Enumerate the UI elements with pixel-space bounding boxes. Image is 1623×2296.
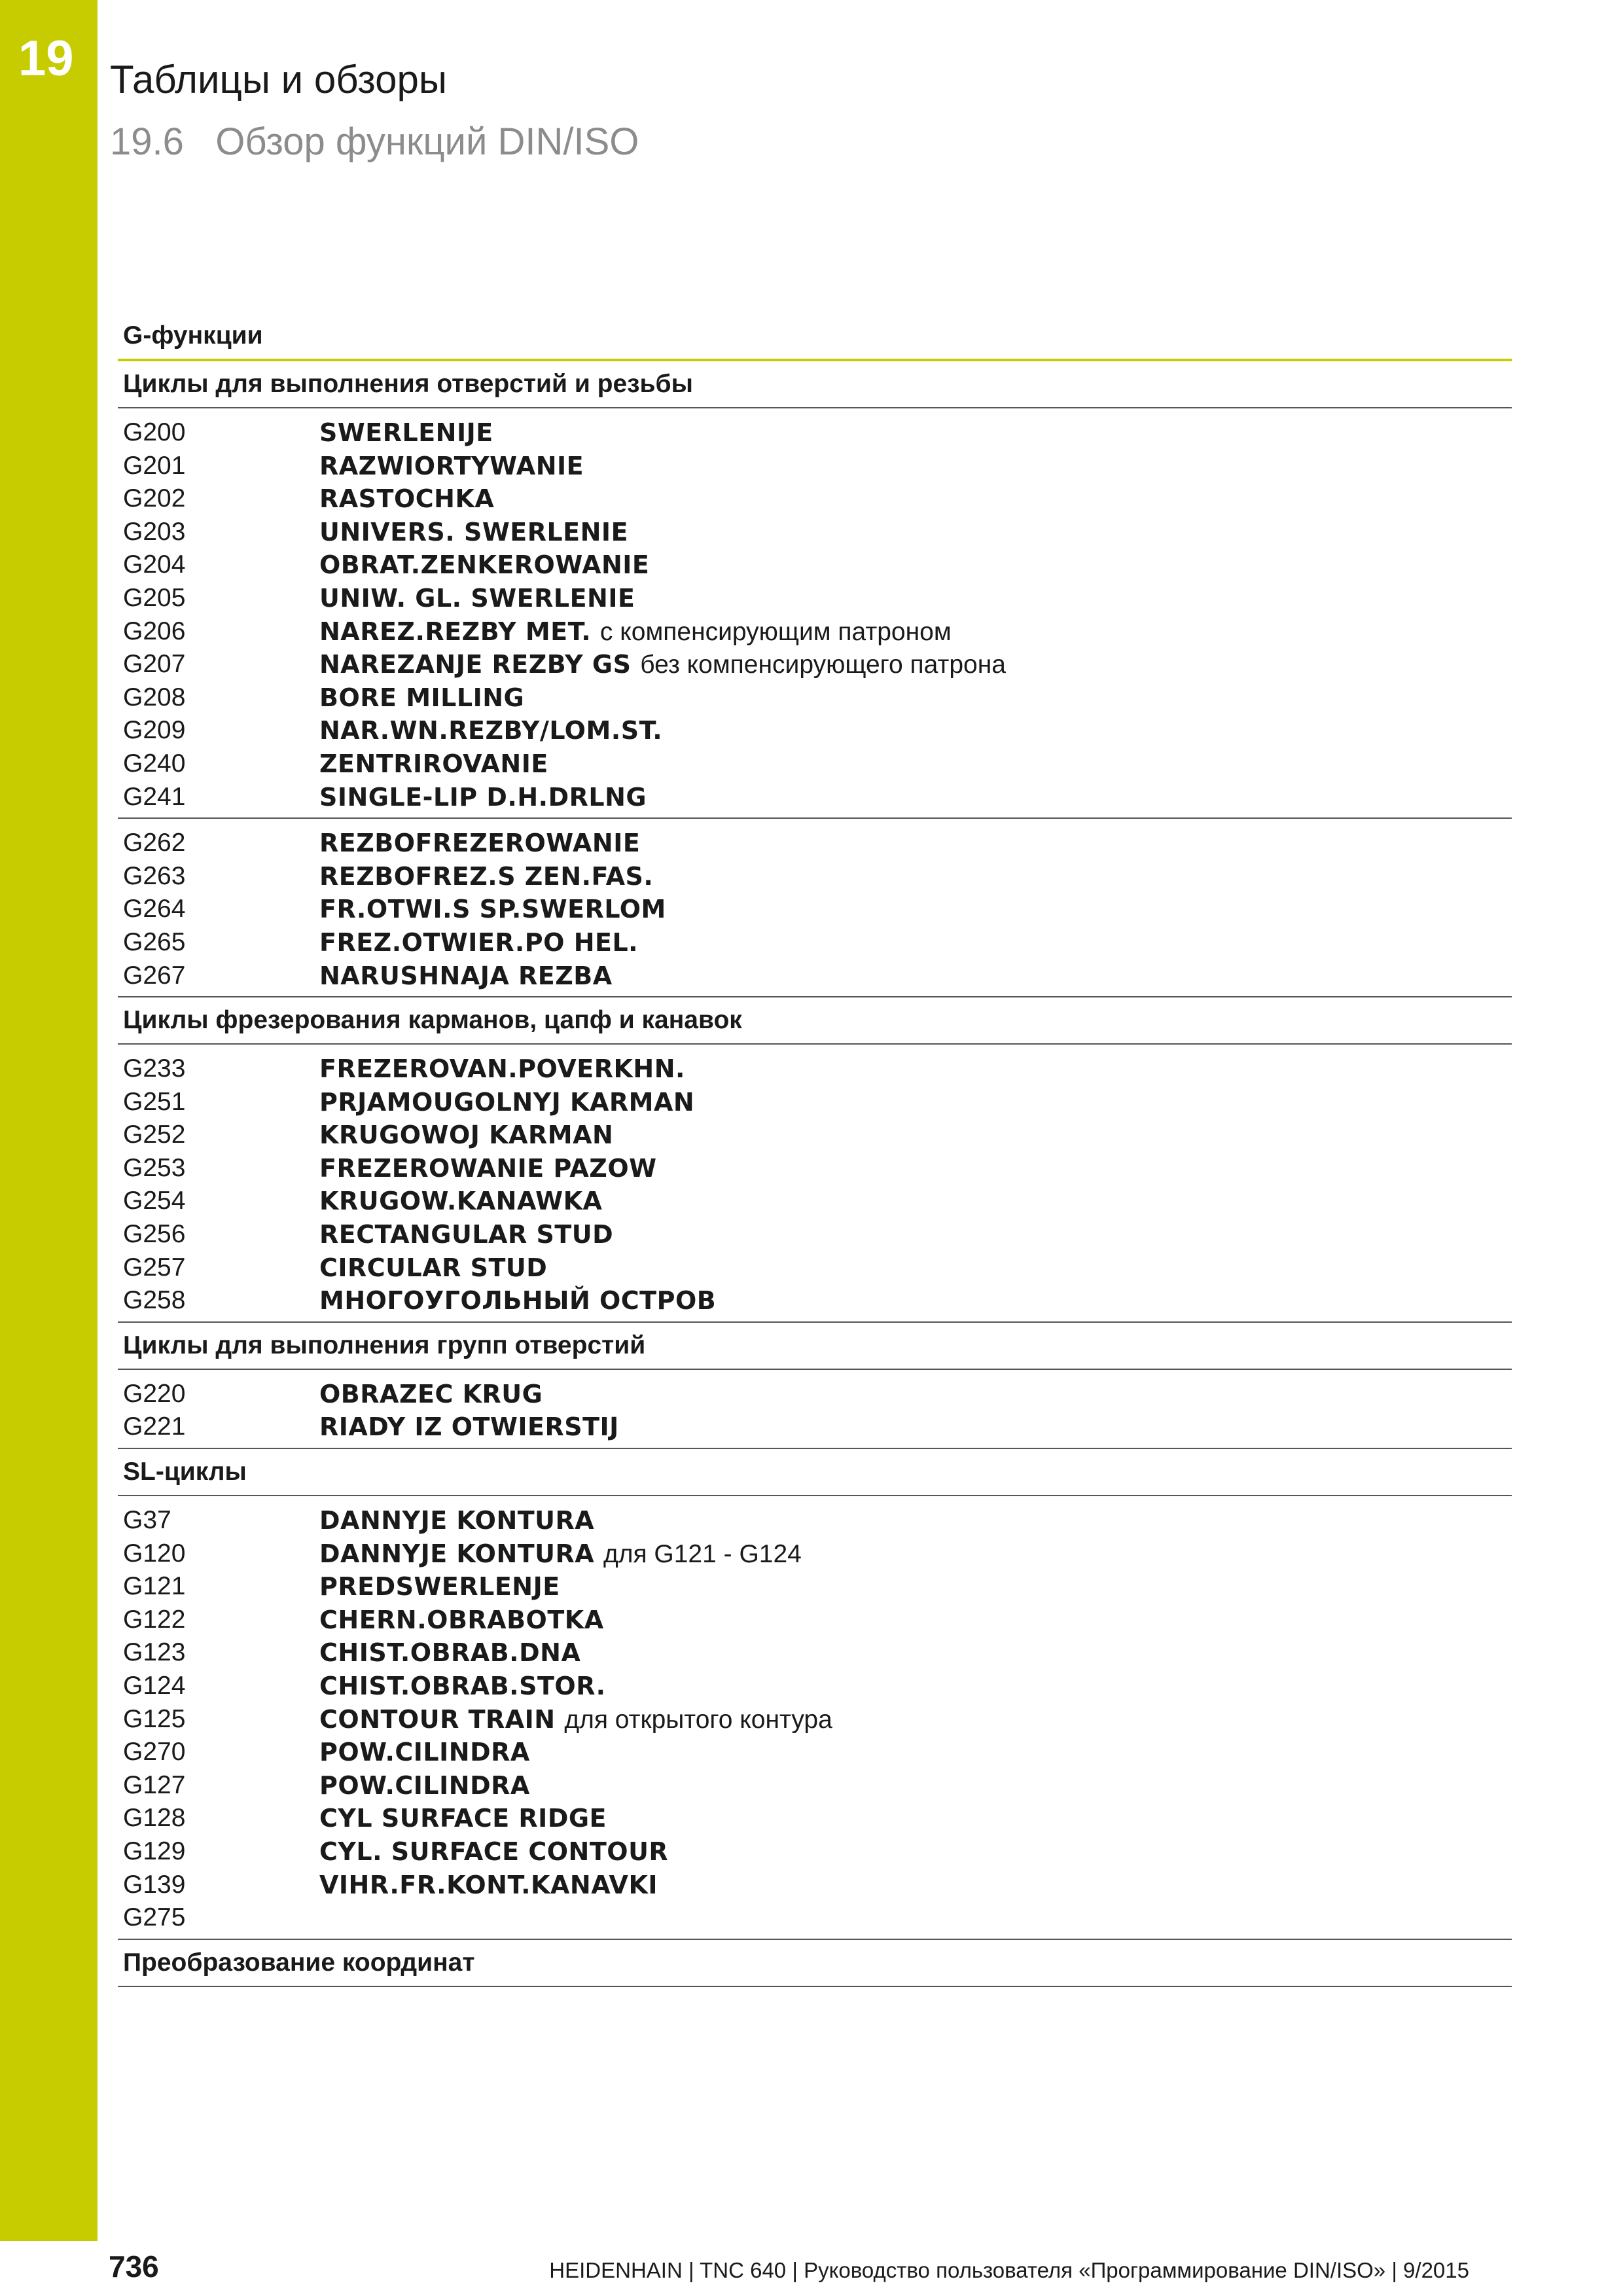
cycle-name: DANNYJE KONTURA — [319, 1539, 595, 1568]
table-row — [118, 1636, 1512, 1670]
cycle-name-cell — [319, 1570, 560, 1604]
function-code: G128 — [123, 1804, 186, 1833]
cycle-name-cell — [319, 1185, 602, 1218]
table-row — [118, 1086, 1512, 1119]
cycle-name-cell — [319, 781, 647, 814]
cycle-name-cell — [319, 747, 548, 781]
section-block — [118, 819, 1512, 997]
function-code: G204 — [123, 550, 186, 579]
table-row — [118, 781, 1512, 814]
function-code: G139 — [123, 1870, 186, 1899]
function-code: G264 — [123, 895, 186, 924]
section-block — [118, 408, 1512, 819]
table-row — [118, 926, 1512, 960]
cycle-name-cell — [319, 1670, 606, 1703]
cycle-description: для открытого контура — [564, 1705, 832, 1734]
function-code: G125 — [123, 1704, 186, 1733]
cycle-name: RECTANGULAR STUD — [319, 1220, 614, 1249]
table-row — [118, 893, 1512, 926]
function-code: G127 — [123, 1770, 186, 1799]
cycle-name: SINGLE-LIP D.H.DRLNG — [319, 782, 647, 812]
cycle-name-cell — [319, 827, 640, 860]
function-code: G200 — [123, 418, 186, 446]
cycle-name-cell — [319, 860, 653, 893]
table-row — [118, 1703, 1512, 1736]
function-code: G258 — [123, 1286, 186, 1315]
table-row — [118, 582, 1512, 615]
cycle-name: KRUGOW.KANAWKA — [319, 1187, 603, 1216]
cycle-description: с компенсирующим патроном — [599, 617, 952, 646]
cycle-name: CIRCULAR STUD — [319, 1253, 548, 1282]
function-code: G124 — [123, 1672, 186, 1700]
cycle-name-cell — [319, 1736, 530, 1769]
cycle-name: POW.CILINDRA — [319, 1738, 530, 1767]
cycle-name-cell — [319, 548, 649, 582]
table-row — [118, 960, 1512, 993]
cycle-name-cell — [319, 1835, 668, 1869]
table-row — [118, 1537, 1512, 1571]
function-code: G208 — [123, 683, 186, 711]
section-header: Циклы для выполнения отверстий и резьбы — [118, 361, 1512, 408]
footer-text: HEIDENHAIN | TNC 640 | Руководство пользователя «Программирование DIN/ISO» | 9/2015 — [549, 2258, 1469, 2282]
function-code: G37 — [123, 1506, 171, 1535]
cycle-name: PRJAMOUGOLNYJ KARMAN — [319, 1087, 695, 1117]
cycle-name: KRUGOWOJ KARMAN — [319, 1121, 614, 1150]
function-code: G267 — [123, 961, 186, 990]
function-code: G263 — [123, 861, 186, 890]
function-code: G206 — [123, 617, 186, 645]
section-header: Преобразование координат — [118, 1940, 1512, 1987]
function-code: G233 — [123, 1054, 186, 1083]
function-code: G251 — [123, 1087, 186, 1116]
cycle-name-cell — [319, 1869, 658, 1902]
cycle-name-cell — [319, 482, 494, 516]
table-sections — [118, 361, 1512, 1987]
function-code: G202 — [123, 484, 186, 513]
section-block — [118, 1496, 1512, 1940]
cycle-name-cell — [319, 681, 524, 715]
table-row — [118, 747, 1512, 781]
function-code: G240 — [123, 749, 186, 778]
cycle-name: SWERLENIJE — [319, 418, 493, 447]
chapter-number: 19 — [18, 31, 74, 86]
cycle-name: BORE MILLING — [319, 683, 525, 712]
cycle-name: NAREZANJE REZBY GS — [319, 650, 632, 679]
table-row — [118, 1504, 1512, 1537]
table-group-title: G-функции — [118, 313, 1512, 361]
cycle-name: NAR.WN.REZBY/LOM.ST. — [319, 716, 663, 745]
table-row — [118, 1736, 1512, 1769]
cycle-name: CHERN.OBRABOTKA — [319, 1605, 604, 1634]
cycle-name: CYL. SURFACE CONTOUR — [319, 1837, 669, 1866]
function-code: G275 — [123, 1903, 186, 1932]
function-code: G254 — [123, 1187, 186, 1215]
page-number: 736 — [109, 2250, 159, 2284]
table-row — [118, 1570, 1512, 1604]
cycle-name: REZBOFREZ.S ZEN.FAS. — [319, 861, 654, 891]
cycle-name: FREZEROVAN.POVERKHN. — [319, 1054, 685, 1084]
cycle-name-cell — [319, 1119, 613, 1152]
function-code: G201 — [123, 451, 186, 480]
cycle-name-cell — [319, 714, 662, 747]
chapter-sidebar — [0, 0, 98, 2241]
cycle-name: DANNYJE KONTURA — [319, 1506, 595, 1535]
table-row — [118, 450, 1512, 483]
table-row — [118, 1119, 1512, 1152]
cycle-name: OBRAT.ZENKEROWANIE — [319, 550, 650, 580]
cycle-name-cell — [319, 926, 638, 960]
table-row — [118, 714, 1512, 747]
table-row — [118, 1052, 1512, 1086]
section-header: Циклы для выполнения групп отверстий — [118, 1323, 1512, 1370]
table-row — [118, 1185, 1512, 1218]
cycle-name-cell — [319, 960, 613, 993]
cycle-name: CONTOUR TRAIN — [319, 1704, 556, 1734]
table-row — [118, 1152, 1512, 1185]
cycle-name-cell — [319, 516, 628, 549]
table-row — [118, 648, 1512, 681]
cycle-name: CYL SURFACE RIDGE — [319, 1804, 607, 1833]
table-row — [118, 681, 1512, 715]
function-code: G256 — [123, 1220, 186, 1249]
cycle-name: NARUSHNAJA REZBA — [319, 961, 613, 990]
cycle-name-cell — [319, 1284, 716, 1318]
table-row — [118, 548, 1512, 582]
cycle-name: FREZEROWANIE PAZOW — [319, 1153, 657, 1183]
function-code: G220 — [123, 1379, 186, 1408]
function-code: G209 — [123, 716, 186, 745]
cycle-name: CHIST.OBRAB.DNA — [319, 1638, 581, 1668]
function-code: G252 — [123, 1121, 186, 1149]
function-code: G257 — [123, 1253, 186, 1282]
table-row — [118, 1218, 1512, 1251]
table-row — [118, 1869, 1512, 1902]
page-subtitle: 19.6 Обзор функций DIN/ISO — [110, 120, 639, 163]
cycle-name-cell — [319, 1504, 594, 1537]
function-code: G270 — [123, 1738, 186, 1767]
cycle-name-cell — [319, 416, 493, 450]
cycle-name-cell — [319, 1086, 694, 1119]
function-code: G241 — [123, 782, 186, 811]
cycle-name: ZENTRIROVANIE — [319, 749, 548, 778]
cycle-name-cell — [319, 1802, 607, 1835]
cycle-name-cell — [319, 450, 584, 483]
cycle-name: CHIST.OBRAB.STOR. — [319, 1672, 606, 1700]
cycle-name-cell — [319, 1703, 832, 1737]
cycle-description: без компенсирующего патрона — [640, 651, 1006, 679]
cycle-name-cell — [319, 1152, 657, 1185]
cycle-name: UNIVERS. SWERLENIE — [319, 517, 629, 547]
cycle-name-cell — [319, 1218, 613, 1251]
cycle-name-cell — [319, 1636, 580, 1670]
cycle-description: для G121 - G124 — [603, 1539, 802, 1568]
table-row — [118, 1670, 1512, 1703]
cycle-name-cell — [319, 1378, 543, 1411]
cycle-name-cell — [319, 615, 952, 649]
table-row — [118, 1410, 1512, 1444]
cycle-name-cell — [319, 1537, 802, 1571]
cycle-name: POW.CILINDRA — [319, 1770, 530, 1800]
cycle-name-cell — [319, 1410, 619, 1444]
table-row — [118, 860, 1512, 893]
table-row — [118, 1284, 1512, 1318]
cycle-name-cell — [319, 1769, 530, 1803]
cycle-name: МНОГОУГОЛЬНЫЙ ОСТРОВ — [319, 1286, 717, 1316]
cycle-name: FREZ.OTWIER.PO HEL. — [319, 927, 639, 957]
function-code: G205 — [123, 583, 186, 612]
cycle-name: NAREZ.REZBY MET. — [319, 617, 592, 646]
page-title: Таблицы и обзоры — [110, 58, 447, 101]
function-code: G121 — [123, 1572, 186, 1601]
cycle-name: RASTOCHKA — [319, 484, 495, 514]
functions-table — [118, 313, 1512, 1987]
table-row — [118, 482, 1512, 516]
table-row — [118, 1835, 1512, 1869]
function-code: G203 — [123, 517, 186, 546]
section-block — [118, 1370, 1512, 1449]
table-row — [118, 827, 1512, 860]
table-row — [118, 615, 1512, 649]
table-row — [118, 1901, 1512, 1935]
cycle-name: VIHR.FR.KONT.KANAVKI — [319, 1870, 658, 1899]
function-code: G123 — [123, 1638, 186, 1667]
table-row — [118, 1604, 1512, 1637]
cycle-name-cell — [319, 1251, 547, 1285]
section-header: Циклы фрезерования карманов, цапф и канавок — [118, 997, 1512, 1045]
cycle-name: RIADY IZ OTWIERSTIJ — [319, 1412, 619, 1442]
function-code: G120 — [123, 1539, 186, 1568]
function-code: G129 — [123, 1837, 186, 1865]
cycle-name-cell — [319, 1052, 685, 1086]
cycle-name: RAZWIORTYWANIE — [319, 451, 584, 480]
section-header: SL-циклы — [118, 1449, 1512, 1496]
cycle-name: PREDSWERLENJE — [319, 1572, 560, 1602]
table-row — [118, 416, 1512, 450]
cycle-name: REZBOFREZEROWANIE — [319, 829, 641, 858]
table-row — [118, 1802, 1512, 1835]
table-row — [118, 516, 1512, 549]
function-code: G253 — [123, 1153, 186, 1182]
cycle-name: FR.OTWI.S SP.SWERLOM — [319, 895, 666, 924]
table-row — [118, 1378, 1512, 1411]
cycle-name-cell — [319, 893, 666, 926]
cycle-name-cell — [319, 648, 1006, 682]
table-row — [118, 1769, 1512, 1803]
section-block — [118, 1045, 1512, 1323]
function-code: G265 — [123, 927, 186, 956]
cycle-name: OBRAZEC KRUG — [319, 1379, 543, 1408]
table-row — [118, 1251, 1512, 1285]
cycle-name: UNIW. GL. SWERLENIE — [319, 583, 635, 613]
function-code: G207 — [123, 650, 186, 679]
function-code: G221 — [123, 1412, 186, 1441]
cycle-name-cell — [319, 1604, 604, 1637]
function-code: G262 — [123, 829, 186, 857]
function-code: G122 — [123, 1605, 186, 1634]
cycle-name-cell — [319, 582, 635, 615]
